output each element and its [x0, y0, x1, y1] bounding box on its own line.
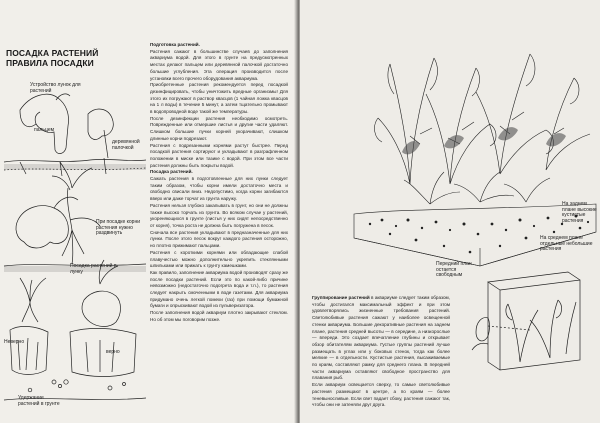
- right-page: [300, 0, 600, 423]
- label-hold-plant: Удержание растений в грунте: [18, 395, 60, 407]
- body-paragraph: Растения с подрезанными корнями растут быстрее. Перед посадкой растения сортируют и укладывают в разграфленном положении в миске или тазике с водой. При этом все части растения должны быть покрыты водой.: [150, 142, 288, 168]
- body-paragraph: Если аквариум освещается сверху, то самые светолюбивые растения размещают в центре, а по краям — более теневыносливые. Если свет падает сбоку, растения сажают так, чтобы они не затеняли друг друга.: [312, 382, 450, 408]
- chapter-title: [6, 48, 146, 68]
- label-front: Передний план остается свободным: [436, 261, 472, 279]
- planting-illustration: [0, 70, 148, 423]
- body-paragraph: Приобретенные растения рекомендуется перед посадкой дезинфицировать, чтобы уничтожить вредные организмы! Для этого их погружают в раствор квасцов (1 чайная ложка квасцов на 1 л воды) в течение 5 минут, а затем тщательно промывают в водопроводной воде такой же температуры.: [150, 82, 288, 115]
- body-paragraph: Как правило, заполнение аквариума водой производят сразу же после посадки растений. Если это по какой-либо причине невозможно (недостаточно подогрета вода и т.п.), то растения следует накрыть смоченными в воде газетами. Для аквариума придумано очень легкой помехи (газ) при помощи бумажной бумаги и опрыскивают водой из пульверизатора.: [150, 269, 288, 309]
- body-heading-1: Подготовка растений.: [150, 42, 200, 47]
- label-middle: На среднем плане отдельные небольшие растения: [540, 235, 593, 253]
- label-wrong: Неверно: [4, 339, 25, 345]
- body-paragraph: Растения с короткими корнями или обладающие слабой плавучестью можно дополнительно укрепить стеклянными шпильками или прижать к грунту камешками.: [150, 249, 288, 269]
- label-right: верно: [106, 349, 120, 355]
- right-heading: Группирование растений: [312, 295, 370, 300]
- body-paragraph: Растения нельзя глубоко закапывать в грунт, но они не должны также высоко торчать из грунта. Во всяком случае у растений, укореняющихся в грунте (листья у них сидят непосредственно от корня), точка роста не должна быть погружена в песок.: [150, 202, 288, 228]
- label-fingers: пальцем: [34, 127, 55, 133]
- body-paragraph: Растения сажают в большинстве случаев до заполнения аквариума водой. Для этого в грунте на предусмотренных местах делают пальцем или деревянной палочкой достаточно большие углубления. Эта операция производится после установки всего прочего оборудования аквариума.: [150, 48, 288, 81]
- label-device: Устройство лунок для растений: [30, 82, 81, 94]
- small-aquarium-illustration: [470, 270, 590, 380]
- body-paragraph: После заполнения водой аквариум плотно закрывают стеклом. Но об этом мы поговорим позже.: [150, 310, 288, 322]
- body-heading-2: Посадка растений.: [150, 169, 193, 175]
- label-cup-planting: Посадка растений в лунку: [70, 263, 117, 275]
- label-stick: деревянной палочкой: [112, 139, 140, 151]
- title-line-2: ПРАВИЛА ПОСАДКИ: [6, 58, 94, 68]
- left-page: [0, 0, 296, 423]
- left-body-text: [150, 42, 288, 423]
- body-paragraph: Сажать растения в подготовленные для них лунки следует таким образом, чтобы корни имели достаточно места и свободно свисали вниз. Недопустимо, когда корни загибаются вверх или даже торчат из грунта наружу.: [150, 176, 288, 202]
- label-back-tall: На заднем плане высокие кустистые растения: [562, 201, 597, 224]
- body-paragraph: в аквариуме следует таким образом, чтобы достигался максимальный эффект и при этом удовлетворялись жизненные требования растений. Светолюбивые растения сажают у наиболее освещенной стенки аквариума. Большие декоративные растения на заднем плане, растения средней высоты — в середине, а низкорослые — впереди. Это создает впечатление глубины и открывает обзор обитателям аквариума. Густые группы растений лучше размещать в углах или у боковых стенок, тогда как более мелкие — в отдельности. Кустистые растения, высаживаемые по краям, составляют рамку для среднего плана. В передней части аквариума оставляют свободное пространство для плавания рыб.: [312, 295, 450, 381]
- right-body-text: [312, 295, 450, 423]
- title-line-1: ПОСАДКА РАСТЕНИЙ: [6, 48, 99, 58]
- body-paragraph: После дезинфекции растения необходимо осмотреть. Поврежденные или отмершие листья и другие части удаляют. Слишком большие пучки корней укорачивают, слишком длинные корни подрезают.: [150, 115, 288, 141]
- label-hold-roots: При посадке корни растения нужно раздвинуть: [96, 219, 141, 237]
- body-paragraph: Сначала все растения укладывают в предназначенные для них лунки. После этого песок вокруг каждого растения осторожно, но плотно прижимают пальцами.: [150, 229, 288, 249]
